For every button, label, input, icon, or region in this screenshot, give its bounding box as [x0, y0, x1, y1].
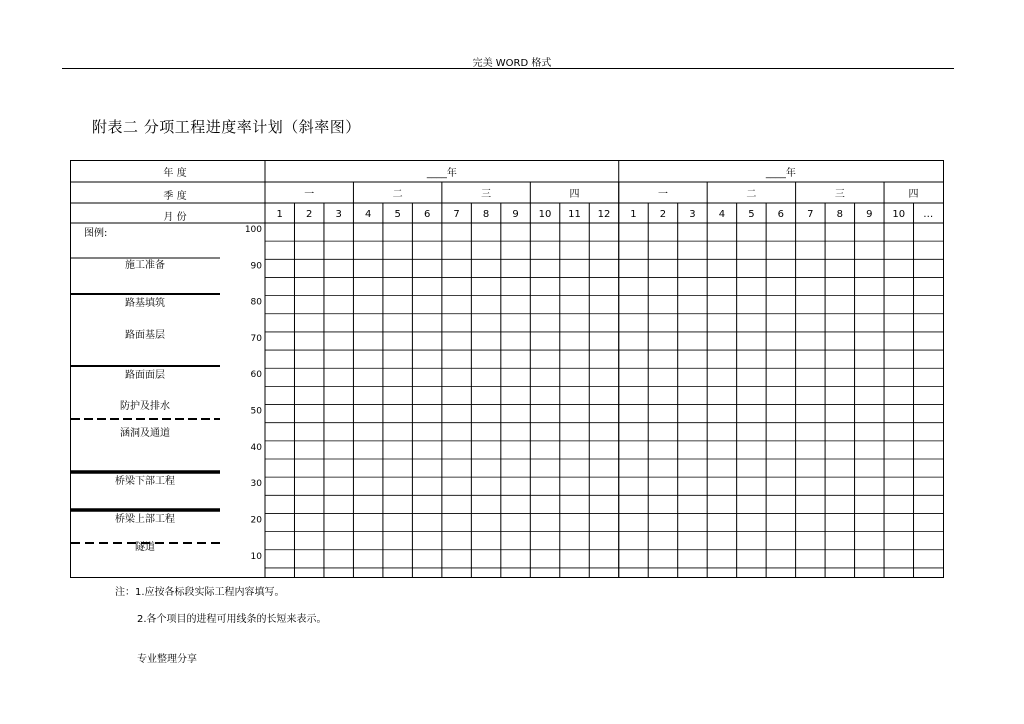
page-title: 附表二 分项工程进度率计划（斜率图）: [92, 118, 361, 136]
y-tick-label: 10: [250, 551, 262, 562]
quarter-label: 四: [908, 189, 919, 200]
month-label: 10: [892, 209, 906, 220]
year-header: ____年: [426, 168, 457, 179]
quarter-label: 二: [392, 189, 403, 200]
quarter-label: 三: [481, 189, 492, 200]
month-label: 6: [777, 209, 785, 220]
legend-item-label: 隧道: [135, 542, 155, 553]
legend-title: 图例:: [84, 228, 108, 239]
legend-item-label: 施工准备: [125, 260, 165, 271]
y-tick-label: 20: [250, 515, 262, 526]
y-tick-label: 100: [244, 225, 262, 235]
note-2: 2.各个项目的进程可用线条的长短来表示。: [137, 614, 327, 625]
month-label: 4: [718, 209, 726, 220]
y-tick-label: 40: [250, 442, 262, 453]
month-label: 9: [866, 209, 873, 220]
month-label: 5: [748, 209, 755, 220]
page-header: 完美 WORD 格式: [472, 58, 552, 69]
quarter-label: 一: [657, 189, 668, 200]
row-label-year: 年 度: [163, 168, 187, 179]
month-label: 5: [394, 209, 401, 220]
month-label: 1: [276, 209, 283, 220]
legend-item-label: 涵洞及通道: [120, 428, 170, 439]
month-label: 3: [689, 209, 696, 220]
month-label: 8: [482, 209, 490, 220]
legend-item-label: 路基填筑: [125, 298, 165, 309]
legend-item-label: 防护及排水: [120, 401, 170, 412]
legend-item-label: 桥梁下部工程: [115, 476, 175, 487]
month-label: 9: [512, 209, 519, 220]
legend-item-label: 路面面层: [125, 370, 165, 381]
month-label: 7: [453, 209, 460, 220]
y-tick-label: 90: [250, 261, 262, 272]
month-label: 2: [306, 209, 313, 220]
quarter-label: 二: [746, 189, 757, 200]
month-label: 6: [423, 209, 431, 220]
month-label: …: [923, 209, 934, 220]
month-label: 12: [597, 209, 611, 220]
header-rule: [62, 68, 954, 69]
year-header: ____年: [765, 168, 796, 179]
note-1: 注：1.应按各标段实际工程内容填写。: [115, 587, 285, 598]
month-label: 10: [538, 209, 552, 220]
month-label: 2: [659, 209, 667, 220]
month-label: 7: [807, 209, 814, 220]
page-footer: 专业整理分享: [137, 654, 197, 665]
y-tick-label: 50: [250, 406, 262, 417]
month-label: 1: [630, 209, 637, 220]
month-label: 3: [335, 209, 342, 220]
y-tick-label: 70: [250, 333, 262, 344]
quarter-label: 三: [834, 189, 845, 200]
quarter-label: 一: [304, 189, 315, 200]
y-tick-label: 60: [250, 370, 262, 381]
quarter-label: 四: [569, 189, 580, 200]
row-label-quarter: 季 度: [163, 191, 187, 202]
month-label: 8: [836, 209, 844, 220]
y-tick-label: 80: [250, 297, 262, 308]
legend-item-label: 桥梁上部工程: [115, 514, 175, 525]
month-label: 11: [568, 209, 581, 220]
y-tick-label: 30: [250, 479, 262, 490]
row-label-month: 月 份: [163, 212, 187, 223]
progress-schedule-table: [70, 160, 945, 580]
legend-item-label: 路面基层: [125, 330, 165, 341]
month-label: 4: [364, 209, 372, 220]
